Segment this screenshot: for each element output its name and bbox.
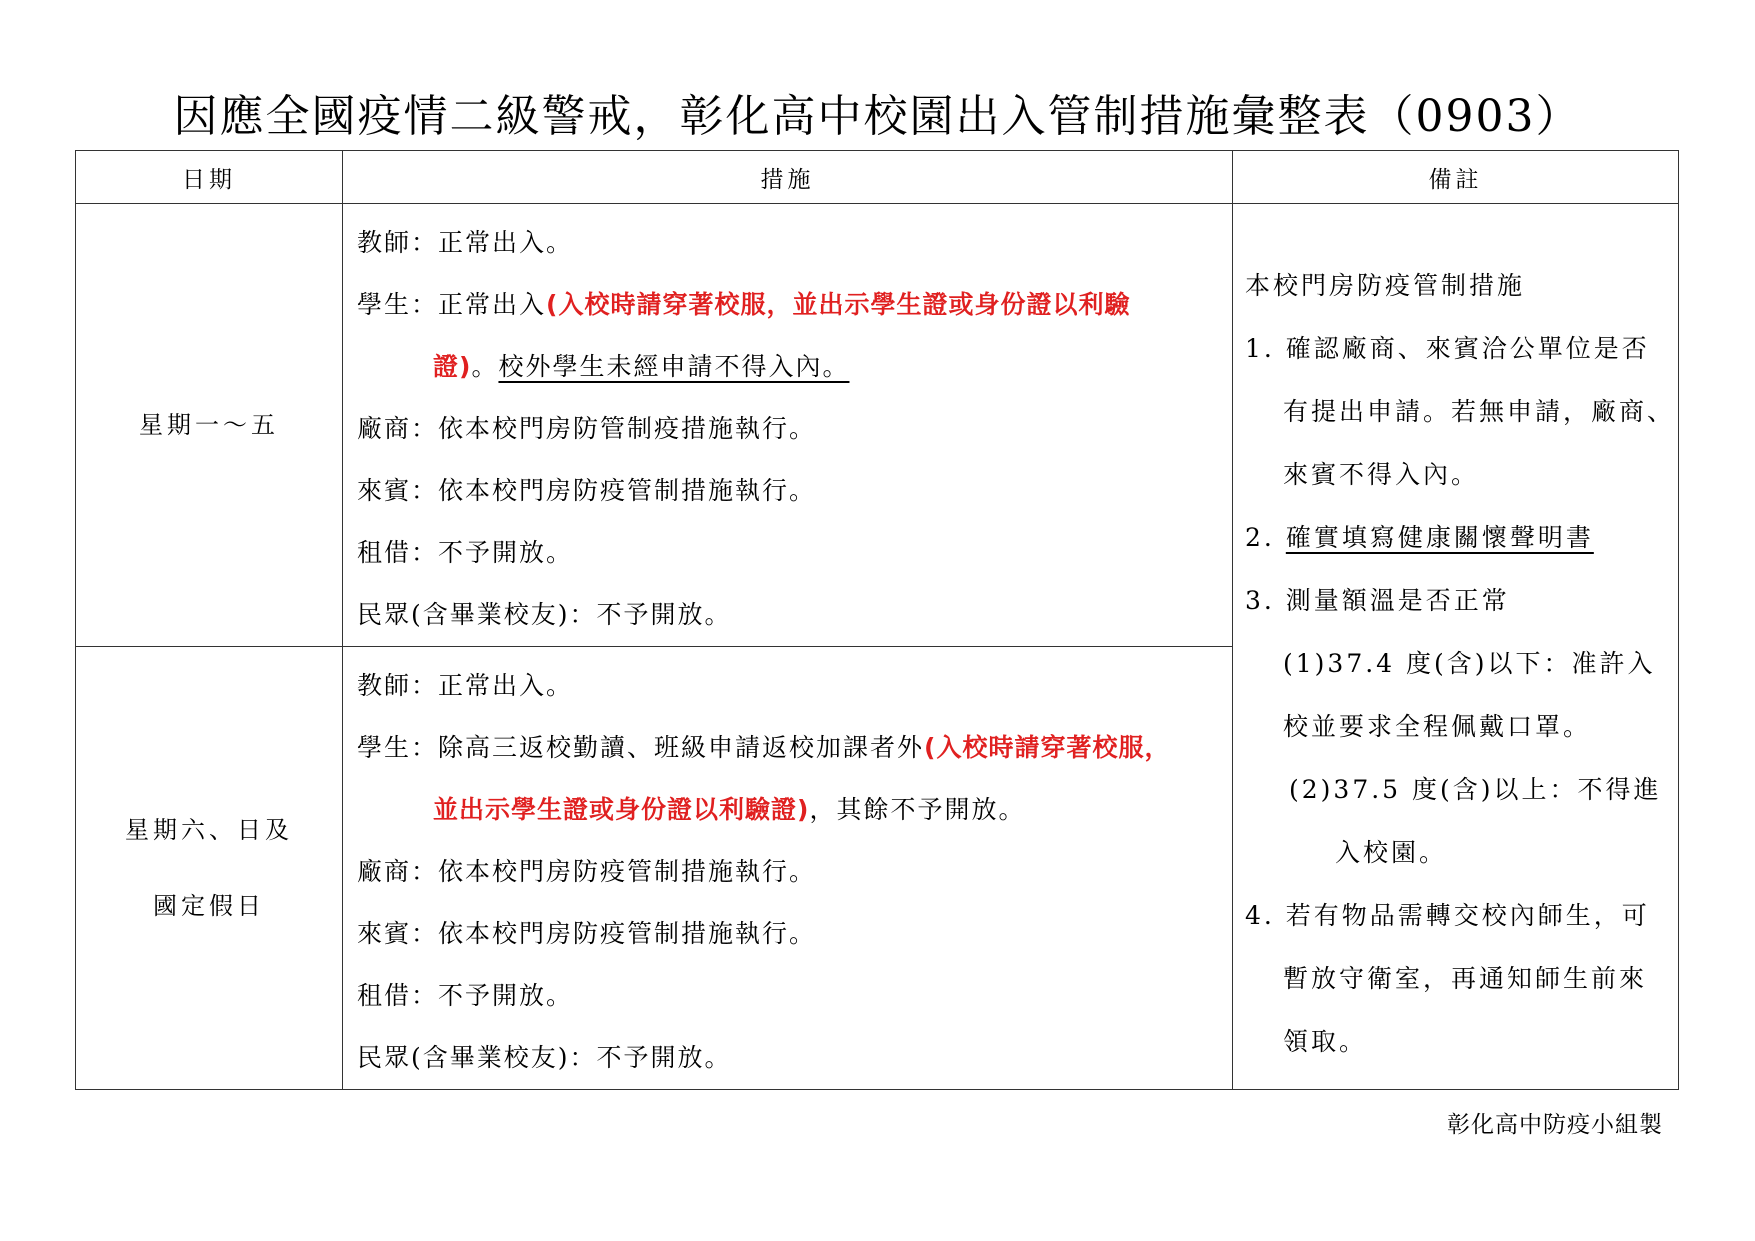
note-3-1b: 校並要求全程佩戴口罩。 (1283, 712, 1592, 741)
weekday-rental: 租借：不予開放。 (357, 538, 574, 567)
notes-cell (1233, 204, 1679, 1090)
note-4c: 領取。 (1283, 1027, 1368, 1056)
weekday-vendor: 廠商：依本校門房防管制疫措施執行。 (357, 414, 817, 443)
note-2-text: 確實填寫健康關懷聲明書 (1285, 523, 1594, 552)
weekday-student-underline: 校外學生未經申請不得入內。 (498, 352, 850, 381)
weekend-student-suffix: ，其餘不予開放。 (809, 795, 1026, 824)
weekday-row (76, 204, 1679, 647)
weekend-student-red-2: 並出示學生證或身份證以利驗證) (433, 795, 810, 824)
weekend-date-line1: 星期六、日及 (125, 816, 293, 844)
weekend-date-line2: 國定假日 (153, 892, 265, 920)
note-3-2a: (2)37.5 度(含)以上：不得進 (1289, 775, 1662, 804)
note-2-num: 2. (1245, 523, 1286, 552)
note-3: 3. 測量額溫是否正常 (1245, 586, 1510, 615)
weekend-rental: 租借：不予開放。 (357, 981, 574, 1010)
weekend-student-cont (357, 779, 1232, 841)
measures-table (75, 150, 1679, 1090)
weekday-date-cell (76, 204, 343, 647)
weekday-student-red-1: (入校時請穿著校服，並出示學生證或身份證以利驗 (546, 290, 1131, 319)
page-title: 因應全國疫情二級警戒，彰化高中校園出入管制措施彙整表（0903） (173, 91, 1582, 142)
note-4b: 暫放守衛室，再通知師生前來 (1283, 964, 1648, 993)
header-row (76, 151, 1679, 204)
weekend-public: 民眾(含畢業校友)：不予開放。 (357, 1043, 732, 1072)
weekday-date: 星期一～五 (139, 411, 279, 439)
weekday-student-red-2: 證) (433, 352, 472, 381)
note-3-2b: 入校園。 (1335, 838, 1448, 867)
notes-heading: 本校門房防疫管制措施 (1245, 271, 1526, 300)
header-notes: 備註 (1233, 151, 1679, 204)
note-3-1a: (1)37.4 度(含)以下：准許入 (1283, 649, 1656, 678)
weekend-student (357, 717, 1232, 779)
weekend-guest: 來賓：依本校門房防疫管制措施執行。 (357, 919, 817, 948)
weekend-student-red-1: (入校時請穿著校服， (924, 733, 1171, 762)
weekday-public: 民眾(含畢業校友)：不予開放。 (357, 600, 732, 629)
note-1a: 1. 確認廠商、來賓洽公單位是否 (1245, 334, 1650, 363)
weekend-vendor: 廠商：依本校門房防疫管制措施執行。 (357, 857, 817, 886)
weekday-measures-cell (343, 204, 1233, 647)
weekday-student-prefix: 學生：正常出入 (357, 290, 547, 319)
weekend-student-prefix: 學生：除高三返校勤讀、班級申請返校加課者外 (357, 733, 925, 762)
note-1c: 來賓不得入內。 (1283, 460, 1480, 489)
weekend-date-cell (76, 647, 343, 1090)
weekday-guest: 來賓：依本校門房防疫管制措施執行。 (357, 476, 817, 505)
note-1b: 有提出申請。若無申請，廠商、 (1283, 397, 1676, 426)
note-2 (1245, 506, 1678, 569)
weekday-student-mid: 。 (471, 352, 499, 381)
weekend-measures-cell (343, 647, 1233, 1090)
header-date: 日期 (76, 151, 343, 204)
note-4a: 4. 若有物品需轉交校內師生，可 (1245, 901, 1650, 930)
header-measures: 措施 (343, 151, 1233, 204)
weekend-teacher: 教師：正常出入。 (357, 671, 574, 700)
weekday-teacher: 教師：正常出入。 (357, 228, 574, 257)
footer-credit: 彰化高中防疫小組製 (1447, 1112, 1663, 1138)
weekday-student-cont (357, 336, 1232, 398)
weekday-student (357, 274, 1232, 336)
